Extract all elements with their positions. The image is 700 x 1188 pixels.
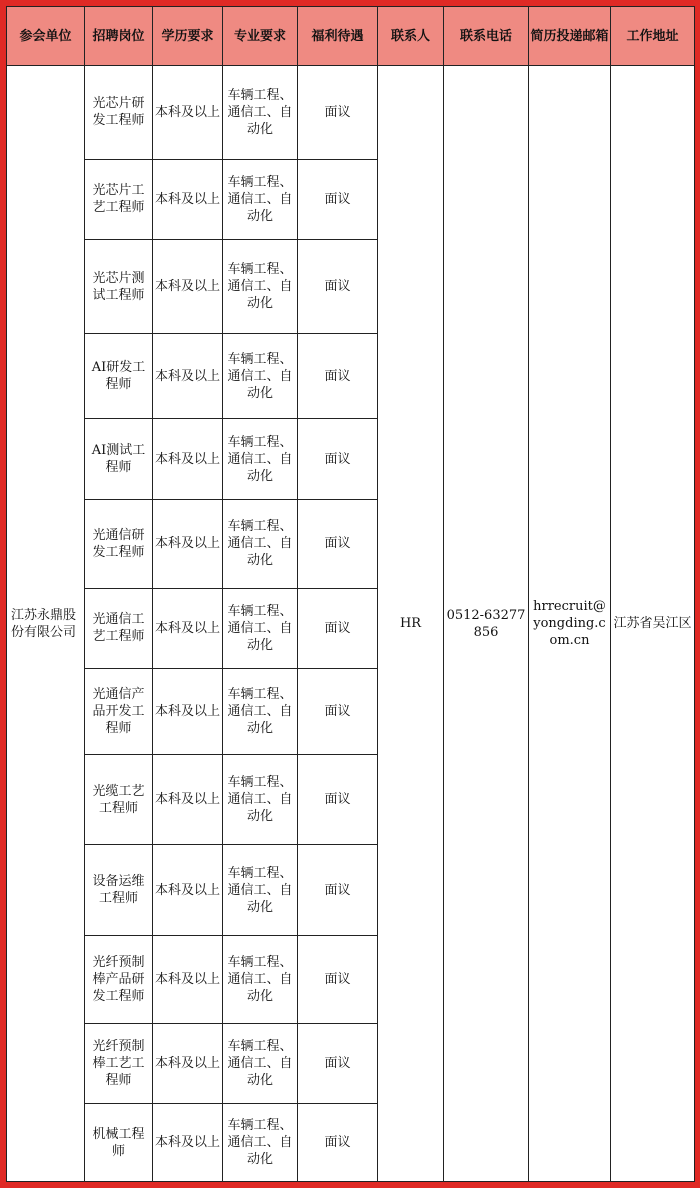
benefits-cell: 面议 — [298, 1104, 378, 1182]
company-name: 江苏永鼎股份有限公司 — [7, 66, 85, 1182]
major-cell: 车辆工程、通信工、自动化 — [223, 669, 298, 755]
header-email: 简历投递邮箱 — [529, 7, 611, 66]
benefits-cell: 面议 — [298, 419, 378, 500]
contact-phone: 0512-63277856 — [444, 66, 529, 1182]
education-cell: 本科及以上 — [153, 333, 223, 419]
benefits-cell: 面议 — [298, 936, 378, 1024]
major-cell: 车辆工程、通信工、自动化 — [223, 419, 298, 500]
major-cell: 车辆工程、通信工、自动化 — [223, 159, 298, 240]
education-cell: 本科及以上 — [153, 66, 223, 160]
recruitment-table — [6, 6, 695, 1182]
major-cell: 车辆工程、通信工、自动化 — [223, 936, 298, 1024]
header-benefits: 福利待遇 — [298, 7, 378, 66]
position-cell: 光芯片测试工程师 — [85, 240, 153, 334]
major-cell: 车辆工程、通信工、自动化 — [223, 754, 298, 845]
position-cell: 光通信产品开发工程师 — [85, 669, 153, 755]
header-row — [7, 7, 695, 66]
major-cell: 车辆工程、通信工、自动化 — [223, 588, 298, 669]
benefits-cell: 面议 — [298, 240, 378, 334]
position-cell: 光芯片工艺工程师 — [85, 159, 153, 240]
education-cell: 本科及以上 — [153, 936, 223, 1024]
position-cell: 设备运维工程师 — [85, 845, 153, 936]
education-cell: 本科及以上 — [153, 240, 223, 334]
benefits-cell: 面议 — [298, 845, 378, 936]
header-phone: 联系电话 — [444, 7, 529, 66]
education-cell: 本科及以上 — [153, 754, 223, 845]
position-cell: AI研发工程师 — [85, 333, 153, 419]
education-cell: 本科及以上 — [153, 500, 223, 589]
position-cell: 机械工程师 — [85, 1104, 153, 1182]
major-cell: 车辆工程、通信工、自动化 — [223, 66, 298, 160]
benefits-cell: 面议 — [298, 333, 378, 419]
benefits-cell: 面议 — [298, 159, 378, 240]
header-position: 招聘岗位 — [85, 7, 153, 66]
benefits-cell: 面议 — [298, 588, 378, 669]
education-cell: 本科及以上 — [153, 588, 223, 669]
major-cell: 车辆工程、通信工、自动化 — [223, 1104, 298, 1182]
position-cell: AI测试工程师 — [85, 419, 153, 500]
position-cell: 光纤预制棒工艺工程师 — [85, 1023, 153, 1104]
major-cell: 车辆工程、通信工、自动化 — [223, 333, 298, 419]
major-cell: 车辆工程、通信工、自动化 — [223, 1023, 298, 1104]
resume-email: hrrecruit@yongding.com.cn — [529, 66, 611, 1182]
header-address: 工作地址 — [611, 7, 695, 66]
benefits-cell: 面议 — [298, 66, 378, 160]
position-cell: 光通信研发工程师 — [85, 500, 153, 589]
education-cell: 本科及以上 — [153, 1023, 223, 1104]
table-row — [7, 66, 695, 160]
header-education: 学历要求 — [153, 7, 223, 66]
major-cell: 车辆工程、通信工、自动化 — [223, 500, 298, 589]
position-cell: 光纤预制棒产品研发工程师 — [85, 936, 153, 1024]
major-cell: 车辆工程、通信工、自动化 — [223, 240, 298, 334]
education-cell: 本科及以上 — [153, 845, 223, 936]
contact-person: HR — [378, 66, 444, 1182]
education-cell: 本科及以上 — [153, 669, 223, 755]
work-address: 江苏省吴江区 — [611, 66, 695, 1182]
benefits-cell: 面议 — [298, 500, 378, 589]
education-cell: 本科及以上 — [153, 159, 223, 240]
header-major: 专业要求 — [223, 7, 298, 66]
benefits-cell: 面议 — [298, 1023, 378, 1104]
header-company: 参会单位 — [7, 7, 85, 66]
education-cell: 本科及以上 — [153, 1104, 223, 1182]
recruitment-table-frame — [6, 6, 694, 1182]
position-cell: 光缆工艺工程师 — [85, 754, 153, 845]
benefits-cell: 面议 — [298, 754, 378, 845]
major-cell: 车辆工程、通信工、自动化 — [223, 845, 298, 936]
header-contact: 联系人 — [378, 7, 444, 66]
education-cell: 本科及以上 — [153, 419, 223, 500]
position-cell: 光芯片研发工程师 — [85, 66, 153, 160]
benefits-cell: 面议 — [298, 669, 378, 755]
position-cell: 光通信工艺工程师 — [85, 588, 153, 669]
